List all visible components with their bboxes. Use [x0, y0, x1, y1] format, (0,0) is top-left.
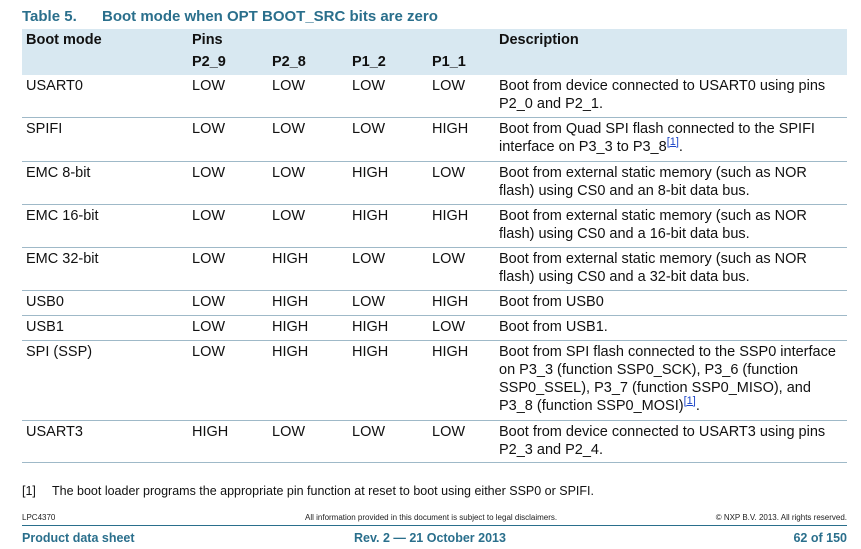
pin-value-cell: LOW	[272, 120, 306, 137]
pin-value-cell: LOW	[192, 120, 226, 137]
boot-mode-cell: USB0	[26, 293, 64, 310]
description-text: Boot from device connected to USART3 using pins P2_3 and P2_4.	[499, 423, 826, 458]
description-cell	[495, 247, 847, 290]
header-description: Description	[495, 29, 847, 54]
pin-value-cell: HIGH	[352, 318, 389, 335]
description-cell	[495, 290, 847, 315]
table-row	[22, 161, 847, 204]
pin-value-cell: LOW	[352, 423, 386, 440]
footer-disclaimer: All information provided in this document is subject to legal disclaimers.	[305, 513, 558, 522]
pin-value-cell: LOW	[272, 164, 306, 181]
pin-value-cell: LOW	[272, 78, 306, 94]
footer-copyright: © NXP B.V. 2013. All rights reserved.	[715, 513, 847, 522]
description-tail: .	[695, 397, 700, 414]
table-row	[22, 247, 847, 290]
pin-value-cell: HIGH	[352, 164, 389, 181]
footnote-reference-link[interactable]: [1]	[666, 135, 679, 148]
footnote-number: [1]	[22, 484, 36, 498]
footer-doc-type: Product data sheet	[22, 531, 135, 545]
pin-value-cell: LOW	[352, 120, 386, 137]
boot-mode-table	[22, 29, 847, 463]
pin-value-cell: HIGH	[352, 207, 389, 224]
description-text: Boot from USB1.	[499, 318, 608, 335]
pin-value-cell: LOW	[432, 250, 466, 267]
pin-value-cell: HIGH	[192, 423, 229, 440]
pin-value-cell: LOW	[192, 78, 226, 94]
header-boot-mode: Boot mode	[22, 29, 188, 54]
boot-mode-cell: SPI (SSP)	[26, 343, 93, 360]
pin-value-cell: LOW	[192, 207, 226, 224]
table-row	[22, 315, 847, 340]
description-text: Boot from external static memory (such as NOR flash) using CS0 and a 16-bit data bus.	[499, 207, 807, 242]
description-text: Boot from USB0	[499, 293, 604, 310]
boot-mode-cell: USB1	[26, 318, 64, 335]
footer-revision: Rev. 2 — 21 October 2013	[354, 531, 506, 545]
table-row	[22, 420, 847, 462]
table-number: Table 5.	[22, 8, 77, 25]
description-cell	[495, 161, 847, 204]
pin-value-cell: LOW	[272, 423, 306, 440]
pin-value-cell: HIGH	[272, 318, 309, 335]
header-pin: P2_9	[188, 54, 268, 75]
footnote	[22, 484, 594, 498]
pin-value-cell: LOW	[192, 164, 226, 181]
pin-value-cell: HIGH	[432, 293, 469, 310]
pin-value-cell: LOW	[432, 164, 466, 181]
pin-value-cell: HIGH	[272, 293, 309, 310]
footnote-text: The boot loader programs the appropriate pin function at reset to boot using either SSP0 or SPIFI.	[52, 484, 594, 498]
pin-value-cell: LOW	[192, 250, 226, 267]
header-pin: P2_8	[268, 54, 348, 75]
table-caption	[22, 8, 438, 25]
description-text: Boot from SPI flash connected to the SSP0 interface on P3_3 (function SSP0_SCK), P3_6 (function SSP0_SSEL), P3_7 (function SSP0_MISO), and P3_8 (function SSP0_MOSI)	[499, 343, 836, 414]
boot-mode-cell: EMC 8-bit	[26, 164, 91, 181]
table-row	[22, 290, 847, 315]
description-cell	[495, 117, 847, 161]
pin-value-cell: LOW	[272, 207, 306, 224]
description-cell	[495, 315, 847, 340]
header-pin: P1_2	[348, 54, 428, 75]
footnote-reference-link[interactable]: [1]	[683, 394, 696, 407]
pin-value-cell: LOW	[192, 293, 226, 310]
boot-mode-cell: EMC 16-bit	[26, 207, 99, 224]
boot-mode-cell: USART3	[26, 423, 83, 440]
pin-value-cell: LOW	[192, 318, 226, 335]
table-row	[22, 75, 847, 117]
footer-page: 62 of 150	[793, 531, 847, 545]
description-tail: .	[678, 138, 683, 155]
description-cell	[495, 204, 847, 247]
table-title: Boot mode when OPT BOOT_SRC bits are zero	[102, 8, 438, 25]
pin-value-cell: HIGH	[432, 207, 469, 224]
description-text: Boot from device connected to USART0 using pins P2_0 and P2_1.	[499, 78, 826, 112]
description-text: Boot from Quad SPI flash connected to the SPIFI interface on P3_3 to P3_8	[499, 120, 815, 155]
pin-value-cell: HIGH	[272, 343, 309, 360]
pin-value-cell: HIGH	[432, 120, 469, 137]
table-row	[22, 204, 847, 247]
pin-value-cell: LOW	[352, 293, 386, 310]
pin-value-cell: LOW	[432, 423, 466, 440]
pin-value-cell: HIGH	[432, 343, 469, 360]
description-cell	[495, 420, 847, 462]
footer-part: LPC4370	[22, 513, 56, 522]
pin-value-cell: HIGH	[352, 343, 389, 360]
description-cell	[495, 340, 847, 420]
table-row	[22, 340, 847, 420]
boot-mode-cell: EMC 32-bit	[26, 250, 99, 267]
pin-value-cell: HIGH	[272, 250, 309, 267]
description-cell	[495, 75, 847, 117]
description-text: Boot from external static memory (such as NOR flash) using CS0 and an 8-bit data bus.	[499, 164, 807, 199]
boot-mode-cell: SPIFI	[26, 120, 63, 137]
pin-value-cell: LOW	[432, 318, 466, 335]
description-text: Boot from external static memory (such as NOR flash) using CS0 and a 32-bit data bus.	[499, 250, 807, 285]
pin-value-cell: LOW	[352, 78, 386, 94]
header-pins: Pins	[188, 29, 268, 54]
table-row	[22, 117, 847, 161]
footer-rule	[22, 525, 847, 526]
pin-value-cell: LOW	[192, 343, 226, 360]
header-pin: P1_1	[428, 54, 495, 75]
pin-value-cell: LOW	[432, 78, 466, 94]
pin-value-cell: LOW	[352, 250, 386, 267]
boot-mode-cell: USART0	[26, 78, 83, 94]
